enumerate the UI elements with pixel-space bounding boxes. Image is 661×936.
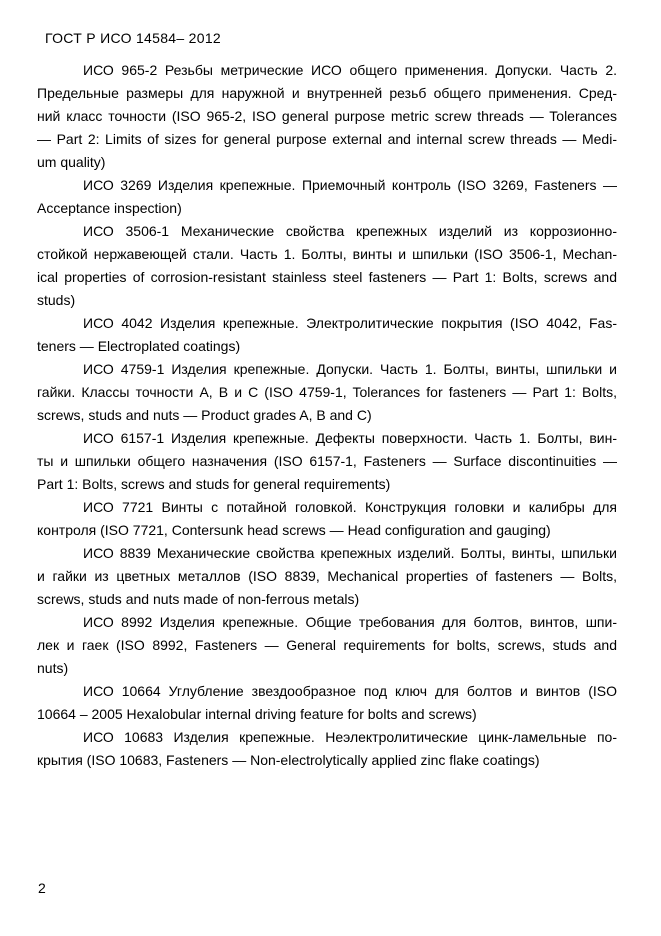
text-line: ИСО 6157-1 Изделия крепежные. Дефекты поверхности. Часть 1. Болты, вин- [83, 430, 617, 446]
text-line: um quality) [37, 154, 106, 170]
text-line: studs) [37, 292, 76, 308]
text-line: Part 1: Bolts, screws and studs for general requirements) [37, 476, 391, 492]
text-line: лек и гаек (ISO 8992, Fasteners — General requirements for bolts, screws, studs and [37, 637, 617, 653]
text-line: крытия (ISO 10683, Fasteners — Non-electrolytically applied zinc flake coatings) [37, 752, 540, 768]
text-line: ИСО 7721 Винты с потайной головкой. Конструкция головки и калибры для [83, 499, 617, 515]
text-line: screws, studs and nuts made of non-ferrous metals) [37, 591, 360, 607]
text-line: ИСО 965-2 Резьбы метрические ИСО общего применения. Допуски. Часть 2. [83, 62, 617, 78]
text-line: ИСО 4759-1 Изделия крепежные. Допуски. Часть 1. Болты, винты, шпильки и [83, 361, 617, 377]
text-line: ИСО 10664 Углубление звездообразное под ключ для болтов и винтов (ISO [83, 683, 617, 699]
text-line: Acceptance inspection) [37, 200, 182, 216]
text-line: — Part 2: Limits of sizes for general purpose external and internal screw threads — Medi- [37, 131, 617, 147]
text-line: гайки. Классы точности А, В и С (ISO 4759-1, Tolerances for fasteners — Part 1: Bolts, [37, 384, 617, 400]
text-line: 10664 – 2005 Hexalobular internal driving feature for bolts and screws) [37, 706, 477, 722]
text-line: контроля (ISO 7721, Contersunk head screws — Head configuration and gauging) [37, 522, 551, 538]
text-line: и гайки из цветных металлов (ISO 8839, Mechanical properties of fasteners — Bolts, [37, 568, 617, 584]
text-line: ИСО 4042 Изделия крепежные. Электролитические покрытия (ISO 4042, Fas- [83, 315, 617, 331]
document-body [37, 59, 617, 772]
running-header: ГОСТ Р ИСО 14584– 2012 [45, 30, 221, 46]
text-line: screws, studs and nuts — Product grades A, B and C) [37, 407, 372, 423]
text-line: ИСО 3269 Изделия крепежные. Приемочный контроль (ISO 3269, Fasteners — [83, 177, 617, 193]
text-line: ИСО 10683 Изделия крепежные. Неэлектролитические цинк-ламельные по- [83, 729, 617, 745]
text-line: стойкой нержавеющей стали. Часть 1. Болты, винты и шпильки (ISO 3506-1, Mechan- [37, 246, 617, 262]
text-line: nuts) [37, 660, 69, 676]
text-line: Предельные размеры для наружной и внутренней резьб общего применения. Сред- [37, 85, 617, 101]
text-line: ИСО 8992 Изделия крепежные. Общие требования для болтов, винтов, шпи- [83, 614, 617, 630]
text-line: teners — Electroplated coatings) [37, 338, 241, 354]
page-number: 2 [38, 880, 46, 896]
text-line: ты и шпильки общего назначения (ISO 6157-1, Fasteners — Surface discontinuities — [37, 453, 617, 469]
text-line: ИСО 3506-1 Механические свойства крепежных изделий из коррозионно- [83, 223, 617, 239]
text-line: ний класс точности (ISO 965-2, ISO general purpose metric screw threads — Tolerances [37, 108, 617, 124]
text-line: ИСО 8839 Механические свойства крепежных изделий. Болты, винты, шпильки [83, 545, 617, 561]
text-line: ical properties of corrosion-resistant stainless steel fasteners — Part 1: Bolts, screws and [37, 269, 617, 285]
